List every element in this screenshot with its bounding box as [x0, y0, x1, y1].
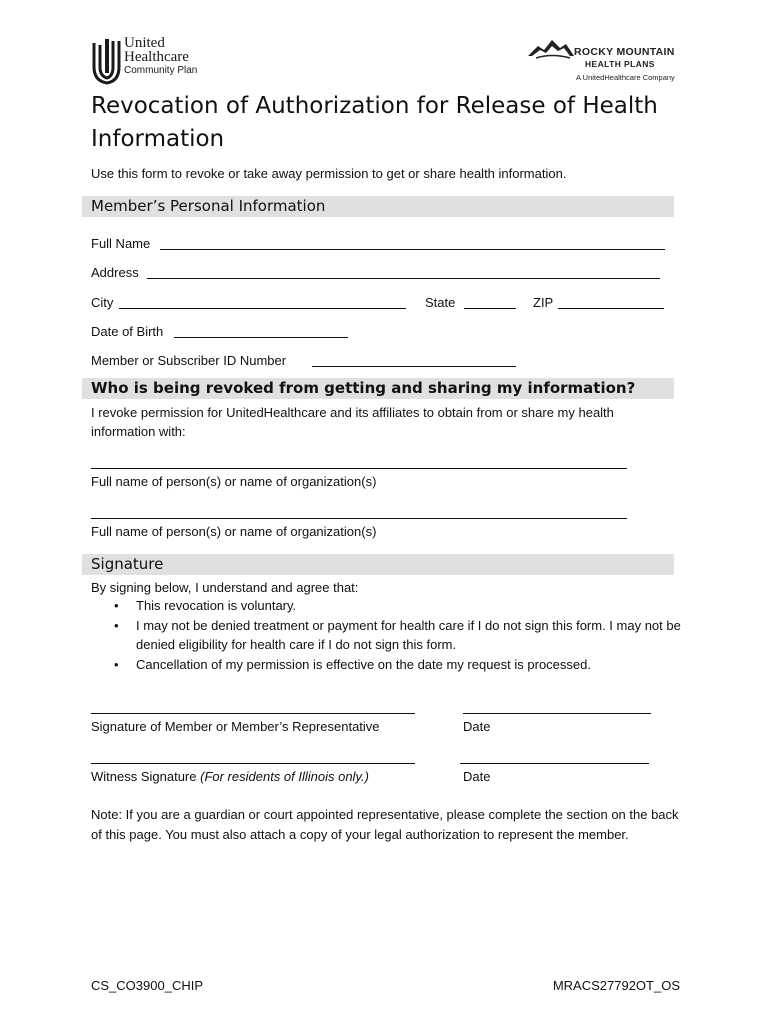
address-label: Address [91, 265, 139, 280]
rocky-mountain-tagline: A UnitedHealthcare Company [576, 73, 675, 82]
member-date-caption: Date [463, 719, 491, 734]
member-id-label: Member or Subscriber ID Number [91, 353, 287, 368]
agreement-item: • I may not be denied treatment or payment for health care if I do not sign this form. I may not be denied eligibility for health care if I do not sign this form. [91, 616, 681, 655]
agreement-item: • This revocation is voluntary. [91, 596, 681, 616]
signature-section-title: Signature [91, 555, 164, 573]
document-title: Revocation of Authorization for Release of Health Information [91, 93, 658, 152]
dob-label: Date of Birth [91, 324, 164, 339]
member-date-field[interactable] [463, 713, 651, 714]
witness-illinois-note: (For residents of Illinois only.) [200, 769, 369, 784]
member-section-title: Member’s Personal Information [91, 197, 326, 215]
unitedhealthcare-wordmark: United Healthcare Community Plan [124, 35, 198, 76]
signature-lead: By signing below, I understand and agree that: [91, 580, 359, 595]
dob-field[interactable] [174, 337, 348, 338]
health-plans-label: HEALTH PLANS [585, 59, 655, 69]
revoke-section-title: Who is being revoked from getting and sharing my information? [91, 379, 636, 397]
witness-signature-field[interactable] [91, 763, 415, 764]
footer-doc-code: MRACS27792OT_OS [552, 978, 680, 993]
state-field[interactable] [464, 308, 516, 309]
signature-section-bar [82, 554, 674, 575]
full-name-label: Full Name [91, 236, 151, 251]
revoked-party-field-1[interactable] [91, 468, 627, 469]
witness-date-caption: Date [463, 769, 491, 784]
revoke-text: I revoke permission for UnitedHealthcare and its affiliates to obtain from or share my health information with: [91, 405, 614, 439]
member-id-field[interactable] [312, 366, 516, 367]
revoked-party-field-2[interactable] [91, 518, 627, 519]
witness-signature-caption: Witness Signature (For residents of Illinois only.) [91, 769, 369, 784]
zip-field[interactable] [558, 308, 664, 309]
intro-text: Use this form to revoke or take away permission to get or share health information. [91, 166, 567, 181]
agreement-list [91, 596, 681, 674]
address-field[interactable] [147, 278, 660, 279]
city-label: City [91, 295, 114, 310]
member-signature-field[interactable] [91, 713, 415, 714]
member-signature-caption: Signature of Member or Member’s Representative [91, 719, 380, 734]
state-label: State [425, 295, 456, 310]
footer-form-code: CS_CO3900_CHIP [91, 978, 203, 993]
full-name-field[interactable] [160, 249, 665, 250]
revoked-party-caption-2: Full name of person(s) or name of organization(s) [91, 524, 377, 539]
agreement-item: • Cancellation of my permission is effective on the date my request is processed. [91, 655, 681, 675]
guardian-note: Note: If you are a guardian or court appointed representative, please complete the section on the back of this page. You must also attach a copy of your legal authorization to represent the member. [91, 807, 679, 842]
rocky-mountain-name: ROCKY MOUNTAIN [574, 46, 675, 58]
city-field[interactable] [119, 308, 406, 309]
revoked-party-caption-1: Full name of person(s) or name of organization(s) [91, 474, 377, 489]
zip-label: ZIP [533, 295, 554, 310]
witness-date-field[interactable] [460, 763, 649, 764]
